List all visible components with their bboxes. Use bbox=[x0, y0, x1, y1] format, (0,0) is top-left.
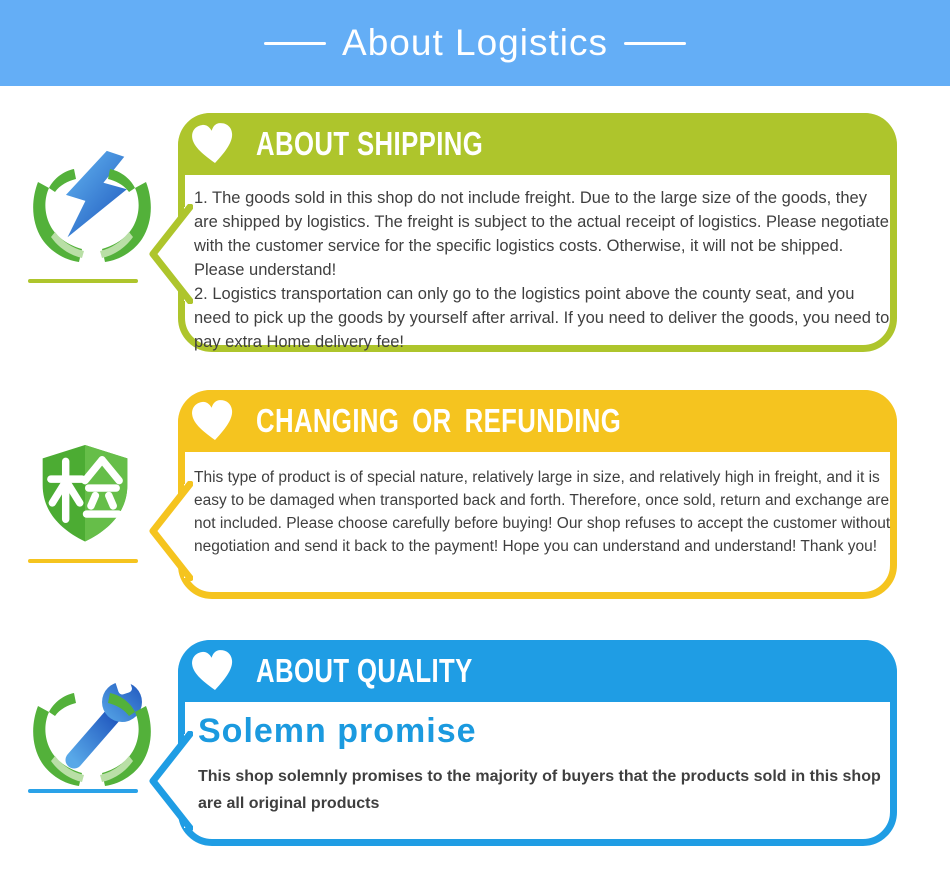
refunding-card-tail bbox=[145, 481, 193, 581]
inspection-shield-icon bbox=[33, 440, 137, 548]
shipping-card bbox=[178, 113, 897, 352]
refunding-card-body bbox=[185, 452, 890, 558]
banner-right-dash bbox=[624, 42, 686, 45]
hands-holding-wrench-icon bbox=[22, 672, 162, 804]
shipping-paragraph-1: 1. The goods sold in this shop do not include freight. Due to the large size of the goods, they are shipped by logistics. The freight is subject to the actual receipt of logistics. Please negotiate with the customer service for the specific logistics costs. Otherwise, it will not be shipped. Please understand! bbox=[194, 189, 889, 279]
quality-icon-underline bbox=[28, 789, 138, 793]
shipping-card-tail bbox=[145, 204, 193, 304]
shipping-card-header bbox=[178, 113, 897, 175]
refunding-paragraph: This type of product is of special nature, relatively large in size, and relatively high in freight, and it is easy to be damaged when transported back and forth. Therefore, once sold, return and exchange are not included. Please choose carefully before buying! Our shop refuses to accept the customer without negotiation and send it back to the payment! Hope you can understand and understand! Thank you! bbox=[194, 469, 891, 555]
shipping-card-body bbox=[185, 175, 890, 354]
wrench bbox=[74, 672, 142, 760]
quality-card-title: ABOUT QUALITY bbox=[256, 652, 473, 689]
lightning-bolt bbox=[62, 148, 131, 243]
heart-icon bbox=[188, 121, 238, 168]
refunding-icon-underline bbox=[28, 559, 138, 563]
banner bbox=[0, 0, 950, 86]
refunding-card-title: CHANGING OR REFUNDING bbox=[256, 402, 622, 439]
banner-left-dash bbox=[264, 42, 326, 45]
quality-card bbox=[178, 640, 897, 846]
refunding-card-header bbox=[178, 390, 897, 452]
shipping-icon-underline bbox=[28, 279, 138, 283]
quality-paragraph: This shop solemnly promises to the majority of buyers that the products sold in this shop are all original products bbox=[198, 768, 881, 812]
refunding-card bbox=[178, 390, 897, 599]
heart-icon bbox=[188, 398, 238, 445]
shipping-paragraph-2: 2. Logistics transportation can only go to the logistics point above the county seat, and you need to pick up the goods by yourself after arrival. If you need to deliver the goods, you need to pay extra Home delivery fee! bbox=[194, 285, 890, 351]
left-hand bbox=[33, 169, 84, 262]
right-hand bbox=[100, 169, 151, 262]
hands-holding-lightning-icon bbox=[22, 148, 162, 280]
quality-card-tail bbox=[145, 731, 193, 831]
solemn-promise-heading: Solemn promise bbox=[198, 712, 477, 750]
shipping-card-title: ABOUT SHIPPING bbox=[256, 125, 484, 162]
quality-card-body bbox=[185, 702, 890, 817]
left-hand bbox=[33, 693, 84, 786]
heart-icon bbox=[188, 648, 238, 695]
quality-card-header bbox=[178, 640, 897, 702]
page-title: About Logistics bbox=[342, 22, 608, 63]
